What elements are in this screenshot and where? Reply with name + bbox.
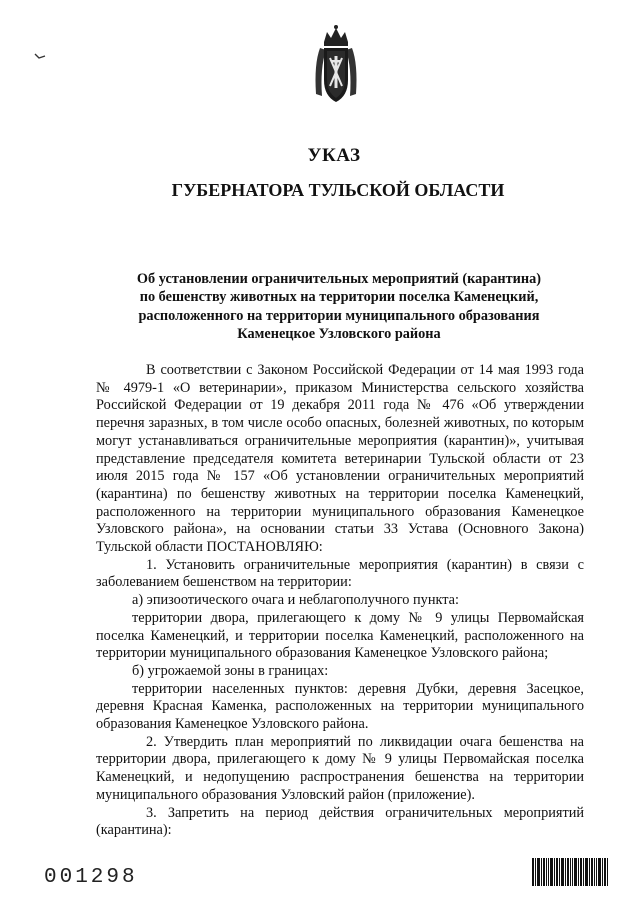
item-1-paragraph: 1. Установить ограничительные мероприятия (карантин) в связи с заболеванием бешенством на территории: <box>96 556 584 591</box>
item-1a-label: а) эпизоотического очага и неблагополучного пункта: <box>132 592 459 609</box>
decree-heading <box>96 270 582 344</box>
document-title: УКАЗ <box>307 145 361 166</box>
preamble-paragraph: В соответствии с Законом Российской Федерации от 14 мая 1993 года № 4979-1 «О ветеринарии», приказом Министерства сельского хозяйства Российской Федерации от 19 декабря 2011 года № 476 «Об утверждении перечня заразных, в том числе особо опасных, болезней животных, по которым могут устанавливаться ограничительные мероприятия (карантин)», учитывая представление председателя комитета ветеринарии Тульской области от 23 июля 2015 года № 157 «Об установлении ограничительных мероприятий (карантина) по бешенству животных на территории поселка Каменецкий, расположенного на территории муниципального образования Каменецкое Узловского района», на основании статьи 33 Устава (Основного Закона) Тульской области ПОСТАНОВЛЯЮ: <box>96 362 584 556</box>
item-1b-text: территории населенных пунктов: деревня Дубки, деревня Засецкое, деревня Красная Каменка, расположенных на территории муниципального образования Каменецкое Узловского района. <box>96 680 584 733</box>
item-2-paragraph: 2. Утвердить план мероприятий по ликвидации очага бешенства на территории двора, прилегающего к дому № 9 улицы Первомайская поселка Каменецкий, и недопущению распространения бешенства на территории муниципального образования Узловский район (приложение). <box>96 733 584 803</box>
heading-line: расположенного на территории муниципального образования <box>138 307 540 324</box>
barcode-icon <box>532 858 608 886</box>
document-subtitle: ГУБЕРНАТОРА ТУЛЬСКОЙ ОБЛАСТИ <box>171 180 505 200</box>
stray-mark-icon <box>34 52 46 60</box>
heading-line: по бешенству животных на территории поселка Каменецкий, <box>139 289 539 306</box>
heading-line: Об установлении ограничительных мероприятий (карантина) <box>136 271 542 287</box>
item-3-paragraph: 3. Запретить на период действия ограничительных мероприятий (карантина): <box>96 804 584 839</box>
heading-line: Каменецкое Узловского района <box>237 326 441 343</box>
decree-body <box>96 362 584 840</box>
item-1b-label: б) угрожаемой зоны в границах: <box>132 662 329 679</box>
document-serial-number: 001298 <box>44 866 138 889</box>
tula-region-coat-of-arms-icon <box>310 24 362 106</box>
item-1a-text: территории двора, прилегающего к дому № 9 улицы Первомайская поселка Каменецкий, и территории поселка Каменецкий, расположенного на территории муниципального образования Каменецкое Узловского района; <box>96 609 584 662</box>
